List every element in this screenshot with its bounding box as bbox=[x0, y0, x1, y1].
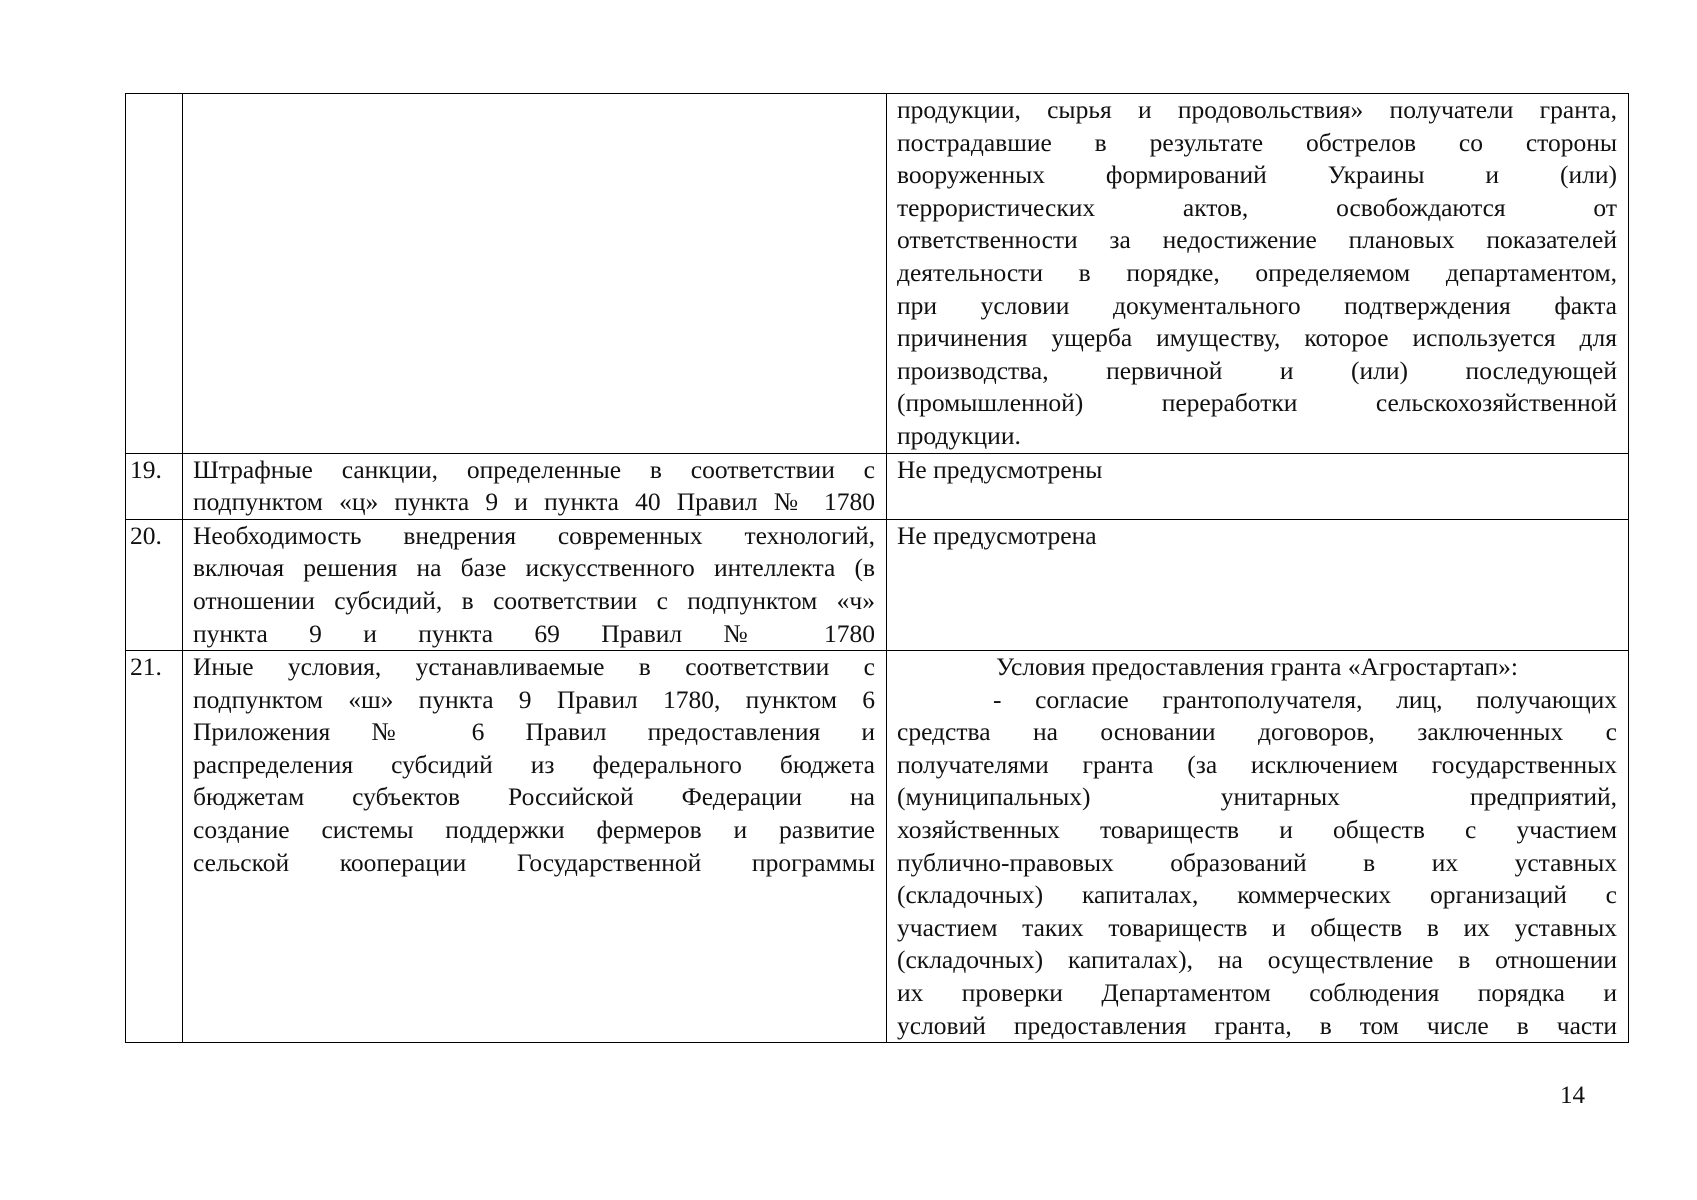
value-line: вооруженных формирований Украины и (или) bbox=[897, 160, 1617, 190]
row-value-cell bbox=[887, 453, 1629, 519]
row-description-cell bbox=[183, 94, 887, 454]
description-line: Штрафные санкции, определенные в соответствии с bbox=[193, 454, 875, 484]
row-value-cell bbox=[887, 519, 1629, 650]
value-line: (складочных) капиталах), на осуществление в отношении bbox=[897, 945, 1617, 975]
value-line: ответственности за недостижение плановых показателей bbox=[897, 225, 1617, 255]
row-number-cell: 21. bbox=[126, 651, 183, 1043]
description-line: Приложения № 6 Правил предоставления и bbox=[193, 717, 875, 747]
description-line: включая решения на базе искусственного интеллекта (в bbox=[193, 553, 875, 583]
page-number: 14 bbox=[1560, 1082, 1585, 1109]
value-line: террористических актов, освобождаются от bbox=[897, 192, 1617, 222]
value-line: (муниципальных) унитарных предприятий, bbox=[897, 782, 1617, 812]
table-row-continuation bbox=[126, 94, 1629, 454]
value-heading: Условия предоставления гранта «Агростартап»: bbox=[995, 652, 1519, 682]
description-line: Иные условия, устанавливаемые в соответствии с bbox=[193, 652, 875, 682]
value-line: (складочных) капиталах, коммерческих организаций с bbox=[897, 880, 1617, 910]
description-line: пункта 9 и пункта 69 Правил № 1780 bbox=[193, 618, 875, 648]
row-number-cell bbox=[126, 94, 183, 454]
table-row-20 bbox=[126, 519, 1629, 650]
value-line: хозяйственных товариществ и обществ с участием bbox=[897, 815, 1617, 845]
value-line: (промышленной) переработки сельскохозяйственной bbox=[897, 388, 1617, 418]
value-line: Не предусмотрены bbox=[897, 454, 1103, 484]
description-line: подпунктом «ш» пункта 9 Правил 1780, пунктом 6 bbox=[193, 684, 875, 714]
description-line: отношении субсидий, в соответствии с подпунктом «ч» bbox=[193, 585, 875, 615]
value-line: пострадавшие в результате обстрелов со стороны bbox=[897, 127, 1617, 157]
value-line: получателями гранта (за исключением государственных bbox=[897, 749, 1617, 779]
value-line: причинения ущерба имуществу, которое используется для bbox=[897, 323, 1617, 353]
value-line: производства, первичной и (или) последующей bbox=[897, 355, 1617, 385]
value-line: их проверки Департаментом соблюдения порядка и bbox=[897, 978, 1617, 1008]
description-line: бюджетам субъектов Российской Федерации на bbox=[193, 782, 875, 812]
value-line: средства на основании договоров, заключенных с bbox=[897, 717, 1617, 747]
table-row-21 bbox=[126, 651, 1629, 1043]
value-line: при условии документального подтверждения факта bbox=[897, 290, 1617, 320]
value-line: публично-правовых образований в их уставных bbox=[897, 847, 1617, 877]
row-description-cell bbox=[183, 519, 887, 650]
value-line: продукции, сырья и продовольствия» получатели гранта, bbox=[897, 95, 1617, 124]
row-number-cell: 19. bbox=[126, 453, 183, 519]
description-line: подпунктом «ц» пункта 9 и пункта 40 Правил № 1780 bbox=[193, 487, 875, 517]
row-description-cell bbox=[183, 453, 887, 519]
description-line: распределения субсидий из федерального бюджета bbox=[193, 749, 875, 779]
value-line: деятельности в порядке, определяемом департаментом, bbox=[897, 257, 1617, 287]
value-line: продукции. bbox=[897, 420, 1021, 450]
row-description-cell bbox=[183, 651, 887, 1043]
row-number-cell: 20. bbox=[126, 519, 183, 650]
description-line: создание системы поддержки фермеров и развитие bbox=[193, 815, 875, 845]
value-line: Не предусмотрена bbox=[897, 520, 1097, 550]
value-line: - согласие грантополучателя, лиц, получающих bbox=[993, 684, 1617, 714]
description-line: сельской кооперации Государственной программы bbox=[193, 847, 875, 877]
row-value-cell bbox=[887, 651, 1629, 1043]
value-line: условий предоставления гранта, в том числе в части bbox=[897, 1010, 1617, 1040]
description-line: Необходимость внедрения современных технологий, bbox=[193, 520, 875, 550]
row-value-cell bbox=[887, 94, 1629, 454]
table-row-19 bbox=[126, 453, 1629, 519]
value-line: участием таких товариществ и обществ в их уставных bbox=[897, 912, 1617, 942]
conditions-table bbox=[125, 93, 1629, 1043]
